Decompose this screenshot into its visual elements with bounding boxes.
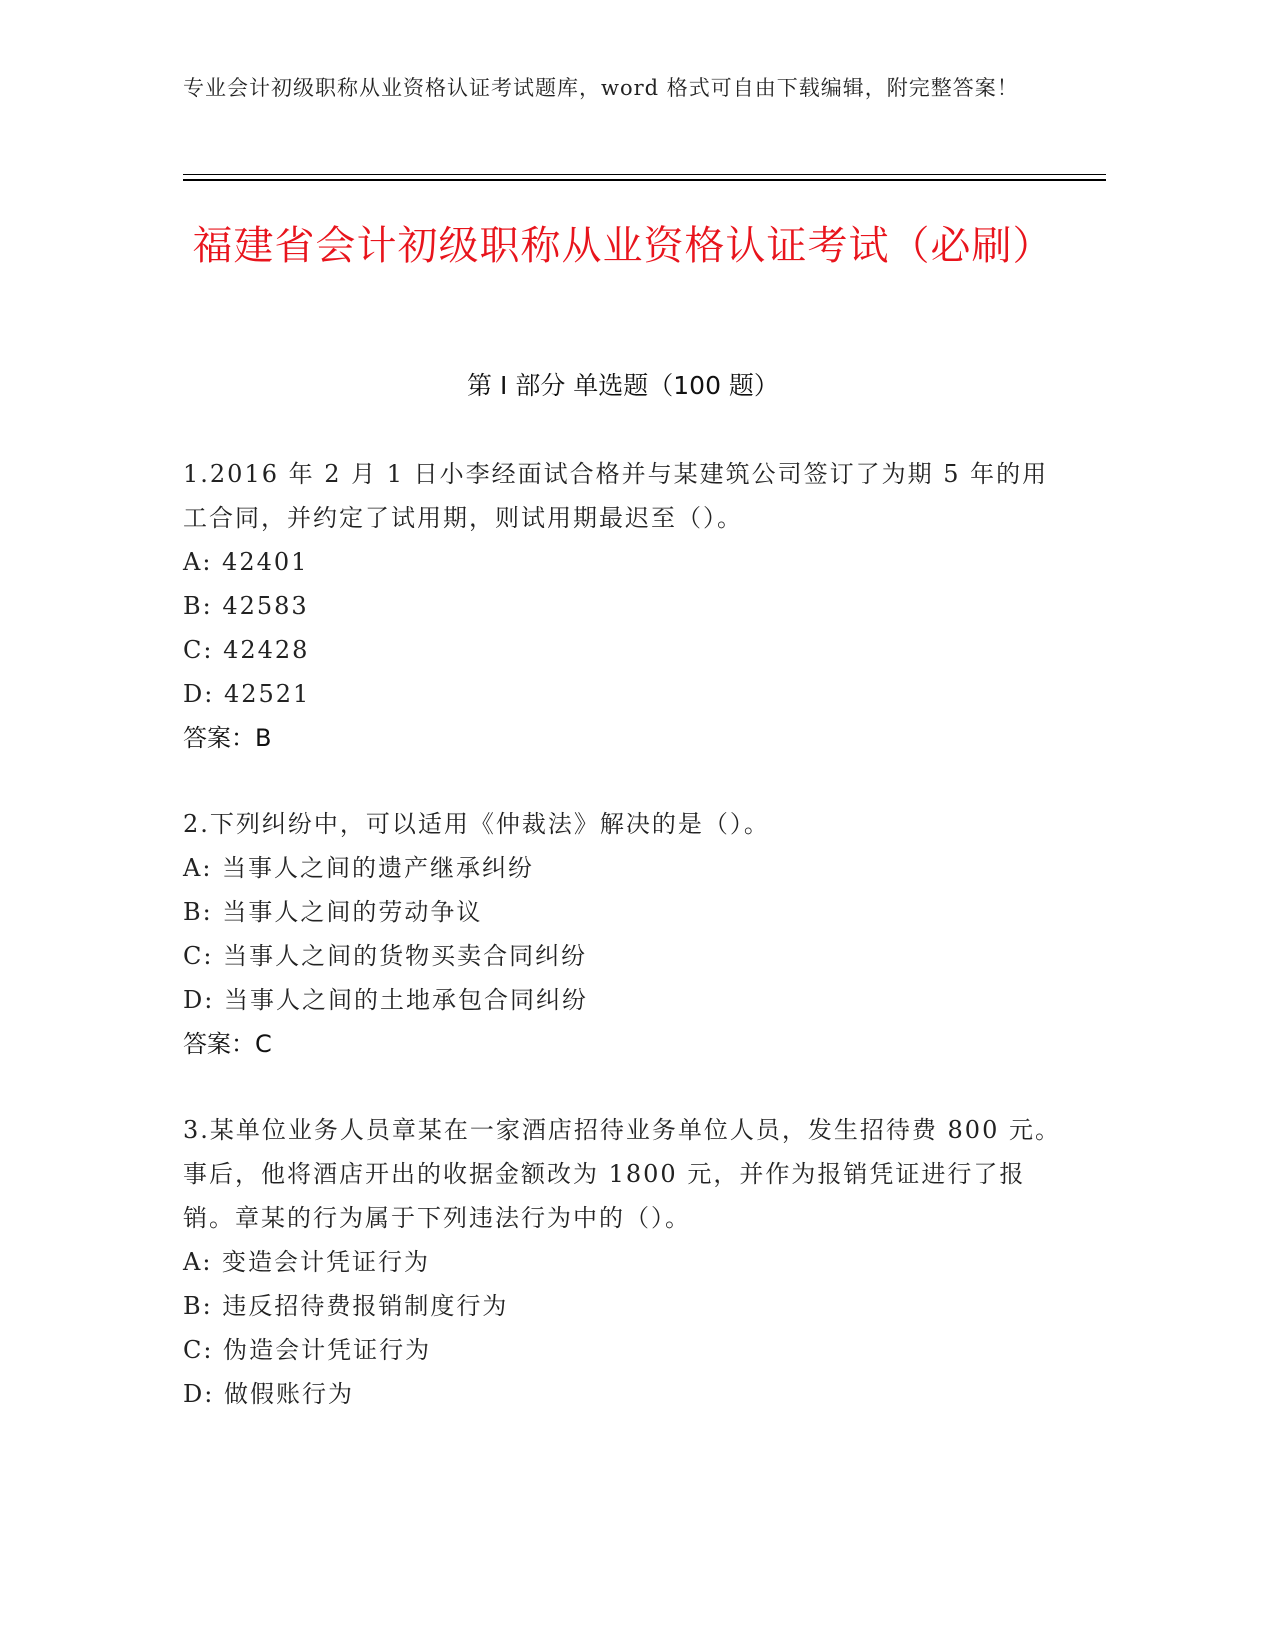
header-note: 专业会计初级职称从业资格认证考试题库，word 格式可自由下载编辑，附完整答案！ xyxy=(183,76,1019,100)
option-a: A: 当事人之间的遗产继承纠纷 xyxy=(183,854,535,882)
answer: 答案：C xyxy=(183,1030,272,1058)
question-2 xyxy=(183,802,1063,1066)
section-heading: 第 I 部分 单选题（100 题） xyxy=(467,371,779,400)
question-1 xyxy=(183,452,1063,760)
question-3 xyxy=(183,1108,1063,1416)
question-stem: 2.下列纠纷中，可以适用《仲裁法》解决的是（）。 xyxy=(183,810,770,838)
option-c: C: 42428 xyxy=(183,636,310,664)
option-c: C: 当事人之间的货物买卖合同纠纷 xyxy=(183,942,588,970)
question-stem: 3.某单位业务人员章某在一家酒店招待业务单位人员，发生招待费 800 元。事后，他将酒店开出的收据金额改为 1800 元，并作为报销凭证进行了报销。章某的行为属于下列违法行为中的（）。 xyxy=(183,1116,1061,1232)
question-list xyxy=(183,452,1063,1458)
option-d: D: 42521 xyxy=(183,680,311,708)
document-title: 福建省会计初级职称从业资格认证考试（必刷） xyxy=(192,223,1054,269)
option-b: B: 42583 xyxy=(183,592,309,620)
option-d: D: 做假账行为 xyxy=(183,1380,354,1408)
option-d: D: 当事人之间的土地承包合同纠纷 xyxy=(183,986,588,1014)
header-rule-thin xyxy=(183,174,1106,175)
question-stem: 1.2016 年 2 月 1 日小李经面试合格并与某建筑公司签订了为期 5 年的用工合同，并约定了试用期，则试用期最迟至（）。 xyxy=(183,460,1049,532)
option-a: A: 42401 xyxy=(183,548,309,576)
option-b: B: 违反招待费报销制度行为 xyxy=(183,1292,509,1320)
option-c: C: 伪造会计凭证行为 xyxy=(183,1336,432,1364)
answer: 答案：B xyxy=(183,724,272,752)
option-a: A: 变造会计凭证行为 xyxy=(183,1248,431,1276)
option-b: B: 当事人之间的劳动争议 xyxy=(183,898,483,926)
header-rule-thick xyxy=(183,179,1106,181)
